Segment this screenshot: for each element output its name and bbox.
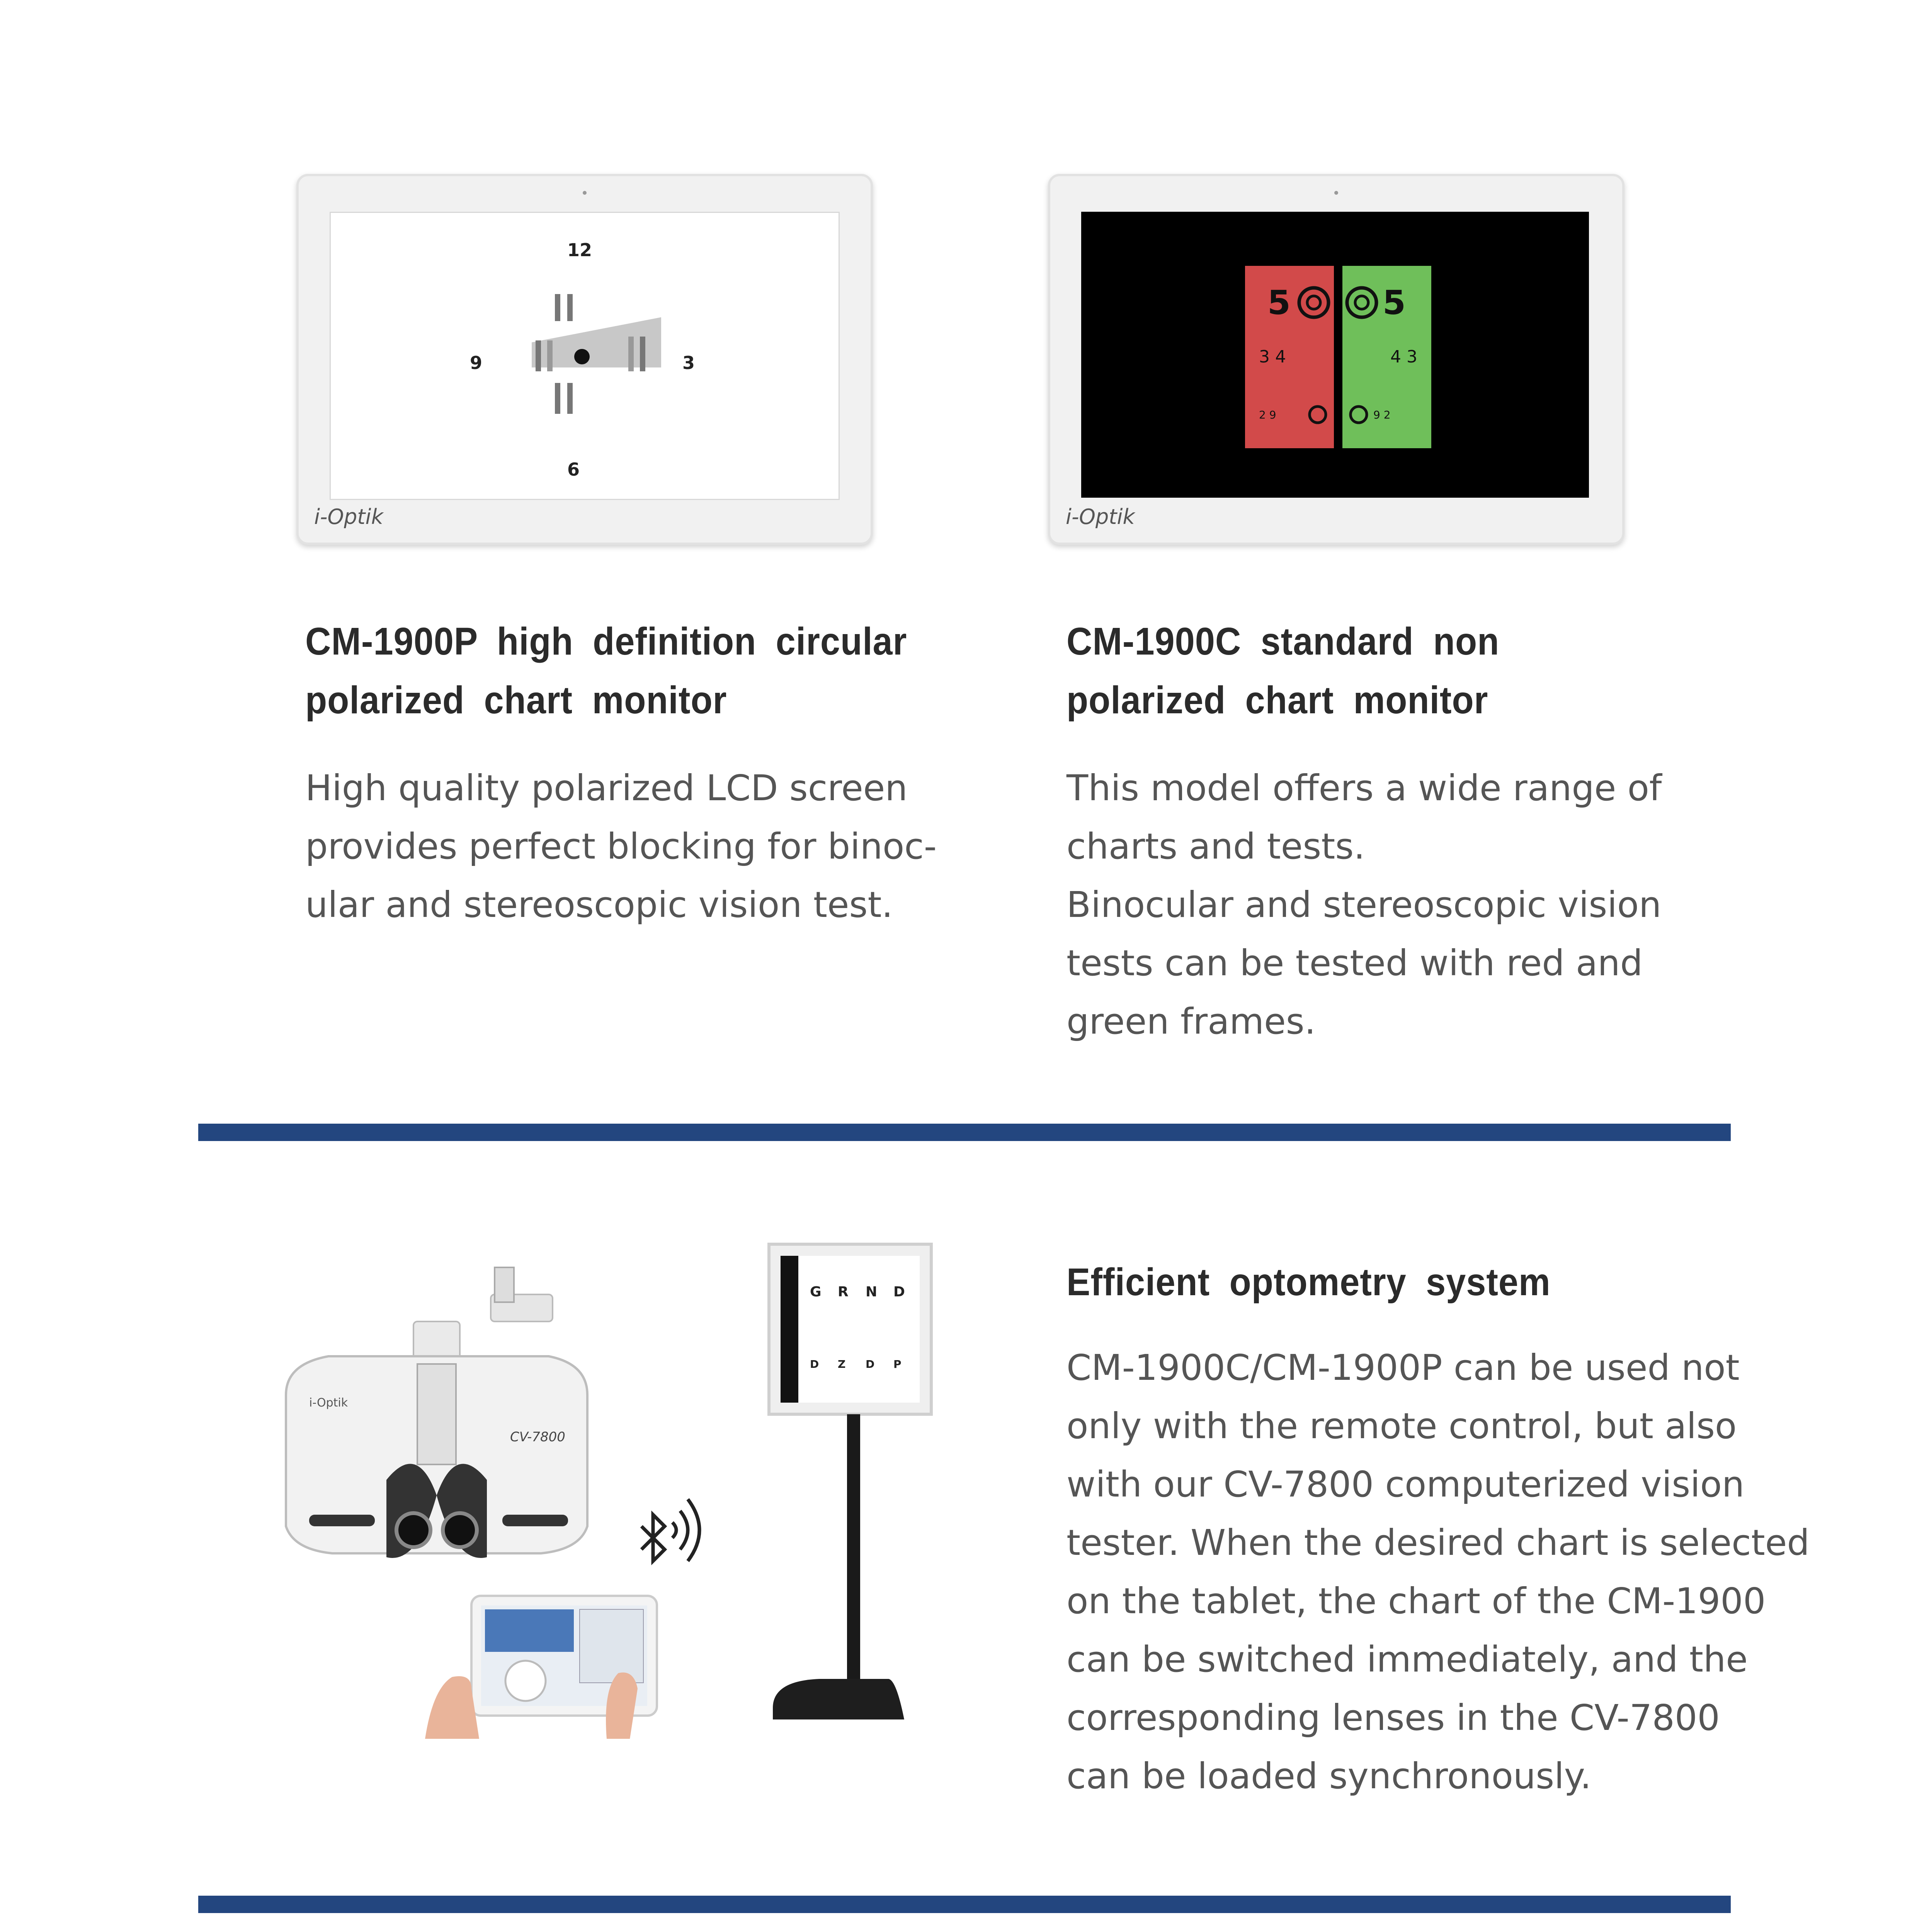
chart-letter: D — [810, 1358, 819, 1371]
title-line: CM-1900C standard non — [1067, 620, 1500, 663]
chart-letter: N — [866, 1284, 878, 1300]
chart-letter: P — [893, 1358, 902, 1371]
phoropter-image — [286, 1267, 587, 1558]
clock-label-12: 12 — [567, 240, 592, 260]
non-polarized-monitor-image — [1048, 174, 1624, 545]
phoropter-model-label: CV-7800 — [510, 1429, 565, 1445]
clock-label-3: 3 — [682, 352, 695, 373]
green-mid-numbers: 4 3 — [1390, 347, 1417, 367]
monitor-camera-dot — [583, 191, 587, 195]
green-big-number: 5 — [1383, 284, 1406, 322]
polarized-monitor-image — [296, 174, 873, 545]
clock-label-9: 9 — [470, 352, 483, 373]
body-line: provides perfect blocking for binoc- — [305, 826, 937, 867]
fixation-dot — [574, 349, 590, 364]
red-big-number: 5 — [1267, 284, 1291, 322]
section-divider — [198, 1124, 1731, 1141]
cm1900c-title — [1067, 612, 1499, 730]
stand-monitor-image — [769, 1244, 931, 1719]
body-line: Binocular and stereoscopic vision — [1067, 884, 1662, 925]
monitor-camera-dot — [1334, 191, 1338, 195]
monitor-brand-label: i-Optik — [314, 505, 383, 529]
tablet-image — [425, 1596, 657, 1739]
title-line: Efficient optometry system — [1067, 1260, 1551, 1304]
body-line: can be switched immediately, and the — [1067, 1639, 1748, 1680]
body-line: CM-1900C/CM-1900P can be used not — [1067, 1347, 1740, 1388]
body-line: charts and tests. — [1067, 826, 1365, 867]
body-line: corresponding lenses in the CV-7800 — [1067, 1697, 1720, 1738]
red-green-chart — [1081, 212, 1589, 498]
red-small-numbers: 2 9 — [1259, 408, 1276, 421]
title-line: polarized chart monitor — [305, 679, 727, 722]
title-line: CM-1900P high definition circular — [305, 620, 907, 663]
chart-letter: Z — [838, 1358, 846, 1371]
monitor-screen — [330, 212, 840, 500]
body-line: This model offers a wide range of — [1067, 767, 1662, 809]
cm1900p-title — [305, 612, 907, 730]
body-line: tester. When the desired chart is selected — [1067, 1522, 1810, 1563]
body-line: High quality polarized LCD screen — [305, 767, 908, 809]
body-line: green frames. — [1067, 1001, 1316, 1042]
chart-letter: D — [893, 1284, 905, 1300]
body-line: ular and stereoscopic vision test. — [305, 884, 893, 925]
monitor-brand-label: i-Optik — [1066, 505, 1135, 529]
chart-letter: G — [810, 1284, 822, 1300]
body-line: tests can be tested with red and — [1067, 942, 1643, 984]
efficient-system-title — [1067, 1253, 1551, 1311]
optometry-system-illustration — [270, 1225, 958, 1758]
body-line: with our CV-7800 computerized vision — [1067, 1464, 1745, 1505]
body-line: can be loaded synchronously. — [1067, 1755, 1592, 1797]
cm1900p-description — [305, 759, 937, 934]
efficient-system-description — [1067, 1338, 1810, 1805]
chart-letter: R — [838, 1284, 849, 1300]
chart-letter: D — [866, 1358, 875, 1371]
body-line: only with the remote control, but also — [1067, 1405, 1737, 1447]
green-small-numbers: 9 2 — [1373, 408, 1391, 421]
section-divider — [198, 1896, 1731, 1913]
clock-dial-chart — [331, 213, 839, 499]
body-line: on the tablet, the chart of the CM-1900 — [1067, 1580, 1766, 1622]
title-line: polarized chart monitor — [1067, 679, 1488, 722]
phoropter-brand-label: i-Optik — [309, 1396, 348, 1410]
monitor-screen — [1081, 212, 1589, 498]
bluetooth-wireless-icon — [641, 1499, 699, 1561]
clock-label-6: 6 — [567, 459, 580, 480]
red-mid-numbers: 3 4 — [1259, 347, 1286, 367]
cm1900c-description — [1067, 759, 1662, 1051]
